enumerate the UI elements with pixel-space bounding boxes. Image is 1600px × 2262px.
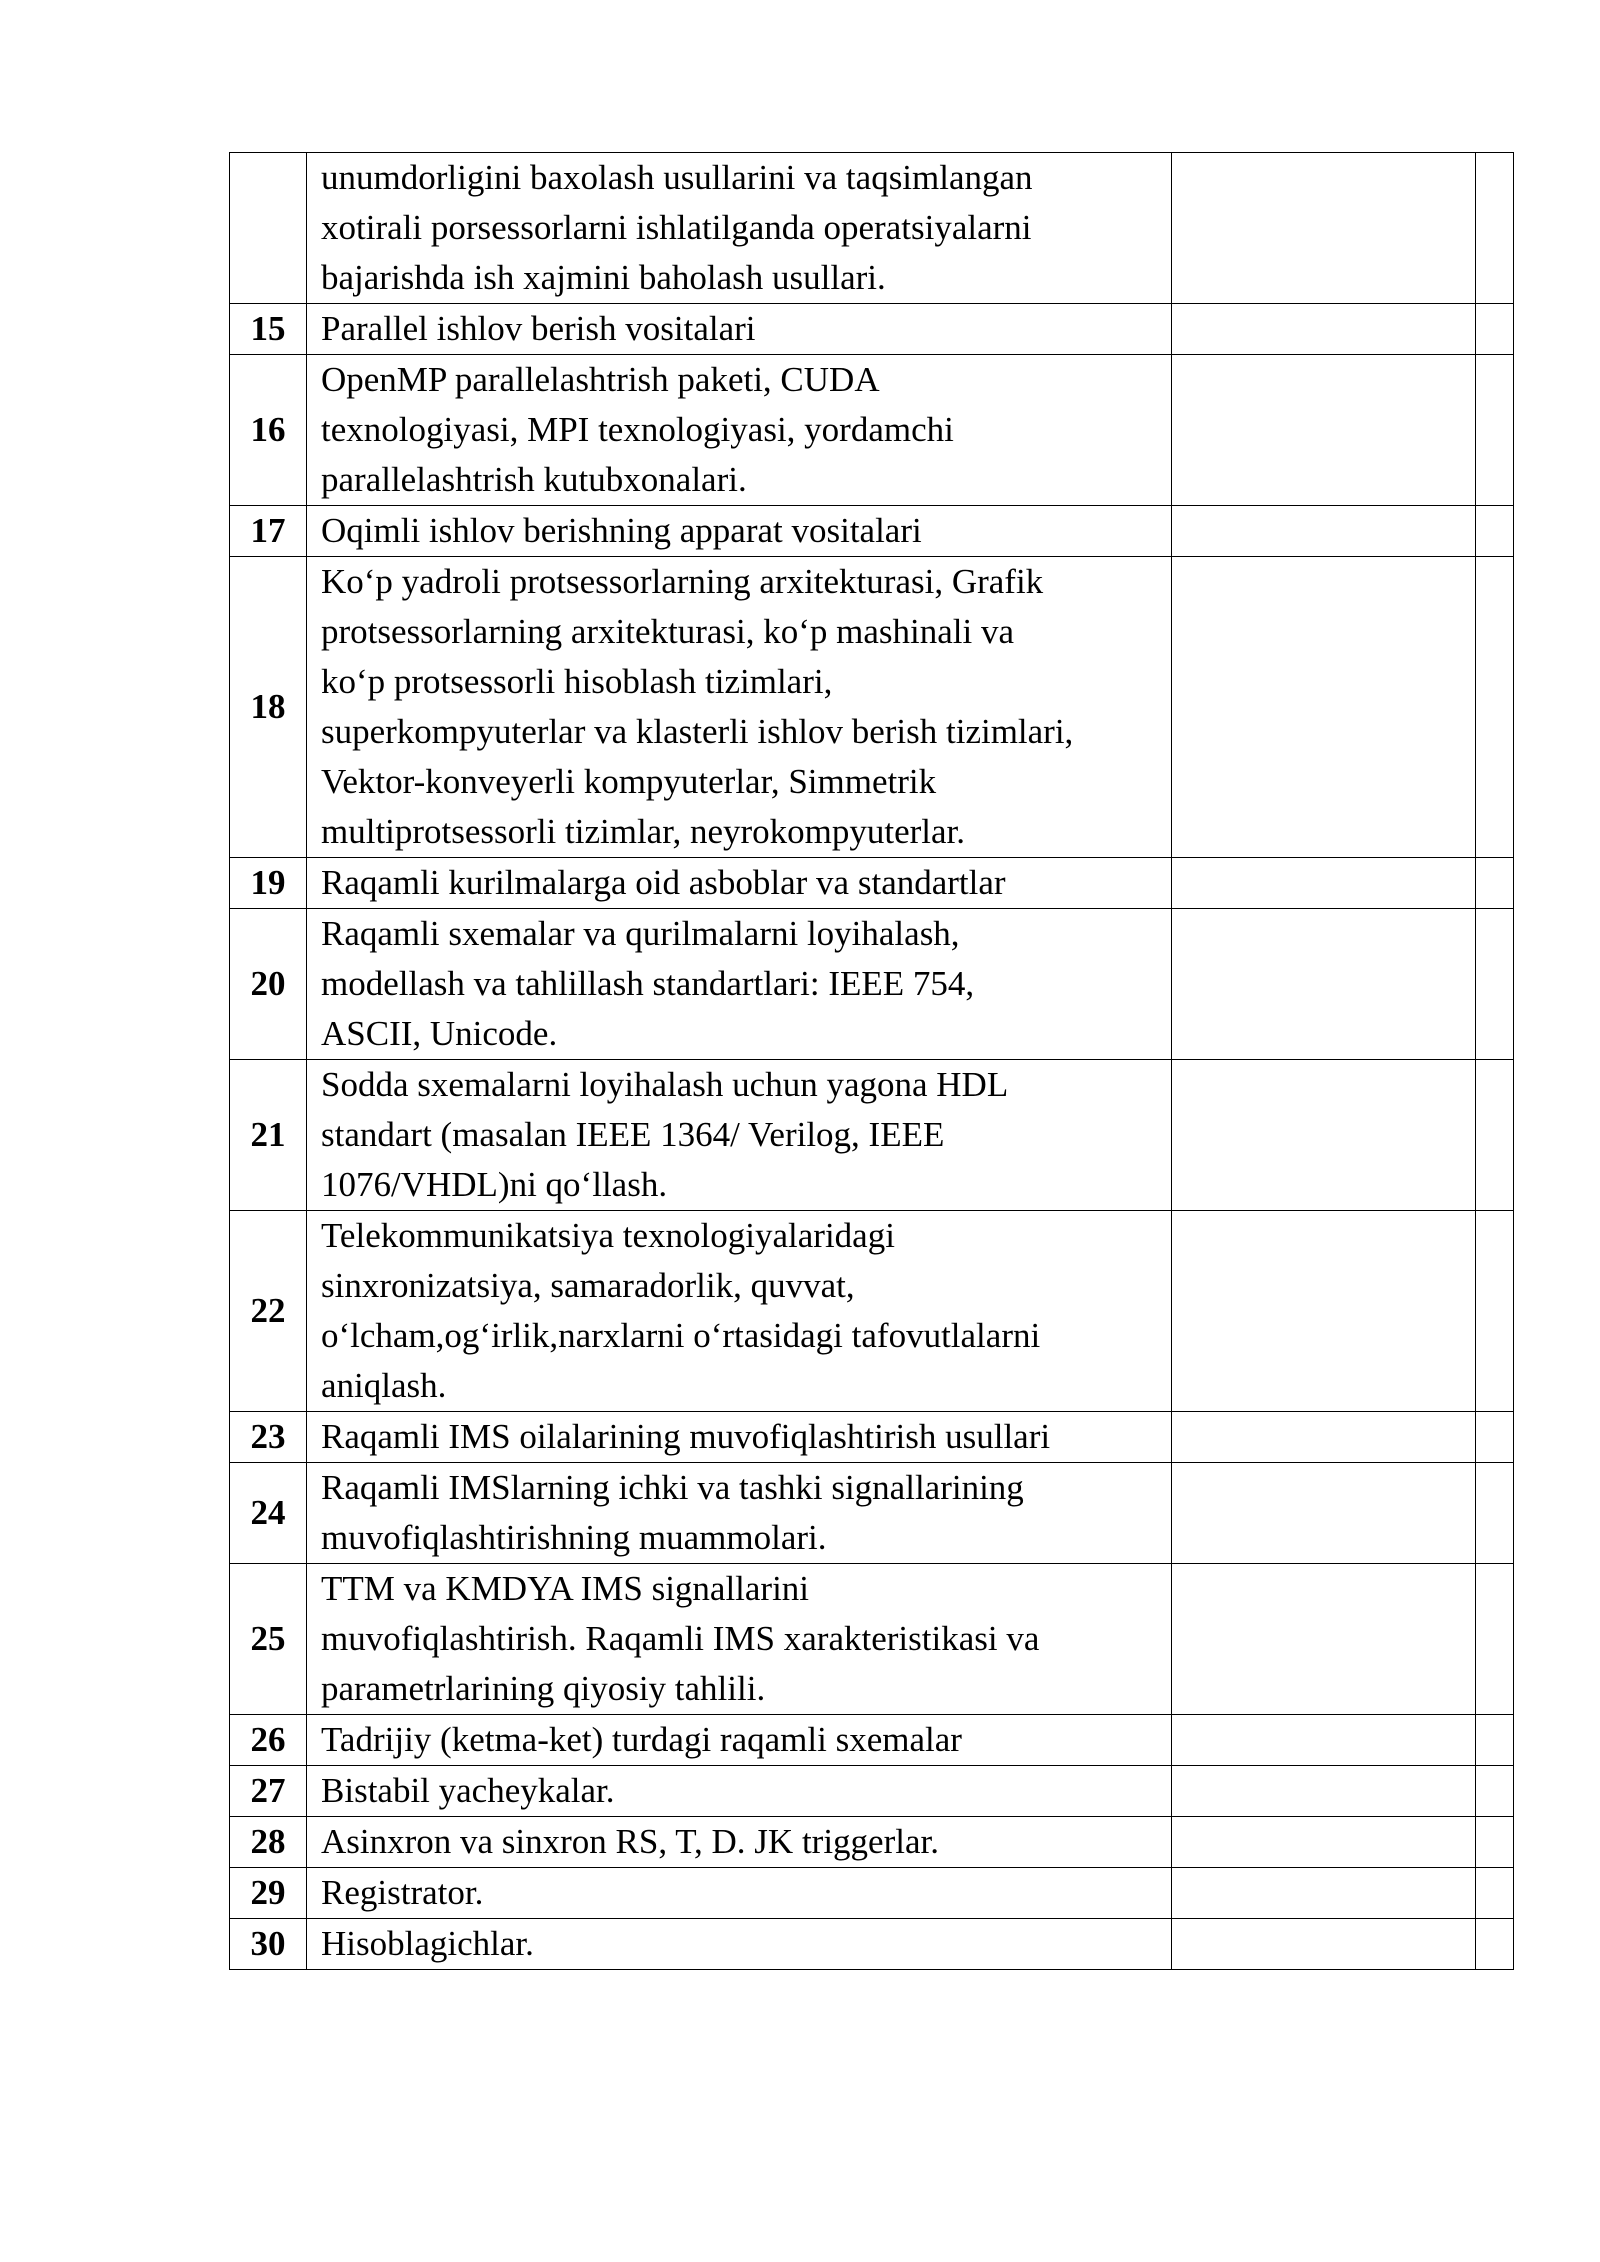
- table-row: [230, 355, 1514, 506]
- empty-cell: [1172, 858, 1476, 909]
- topic-text-line: muvofiqlashtirishning muammolari.: [321, 1518, 827, 1557]
- empty-cell: [1172, 557, 1476, 858]
- table-row: [230, 1817, 1514, 1868]
- row-number: 27: [230, 1766, 307, 1817]
- table-row: [230, 1463, 1514, 1564]
- row-number: 21: [230, 1060, 307, 1211]
- empty-cell-narrow: [1476, 858, 1514, 909]
- table-row: [230, 1766, 1514, 1817]
- topic-text-cell: [307, 304, 1172, 355]
- row-number: 25: [230, 1564, 307, 1715]
- empty-cell-narrow: [1476, 1463, 1514, 1564]
- empty-cell-narrow: [1476, 1817, 1514, 1868]
- row-number: [230, 153, 307, 304]
- table-row: [230, 153, 1514, 304]
- row-number: 26: [230, 1715, 307, 1766]
- topic-text-cell: [307, 909, 1172, 1060]
- empty-cell: [1172, 1919, 1476, 1970]
- topic-text-line: Registrator.: [321, 1873, 484, 1912]
- topic-text-cell: [307, 1868, 1172, 1919]
- row-number: 16: [230, 355, 307, 506]
- topic-text-line: OpenMP parallelashtrish paketi, CUDA: [321, 360, 880, 399]
- table-row: [230, 1715, 1514, 1766]
- table-row: [230, 909, 1514, 1060]
- empty-cell-narrow: [1476, 153, 1514, 304]
- topic-text-line: Bistabil yacheykalar.: [321, 1771, 615, 1810]
- topic-text-line: unumdorligini baxolash usullarini va taqsimlangan: [321, 158, 1033, 197]
- topic-text-cell: [307, 506, 1172, 557]
- topic-text-line: Vektor-konveyerli kompyuterlar, Simmetrik: [321, 762, 937, 801]
- empty-cell: [1172, 1868, 1476, 1919]
- topic-text-cell: [307, 153, 1172, 304]
- empty-cell: [1172, 1766, 1476, 1817]
- topic-text-line: multiprotsessorli tizimlar, neyrokompyuterlar.: [321, 812, 966, 851]
- table-row: [230, 1564, 1514, 1715]
- topic-text-cell: [307, 1817, 1172, 1868]
- empty-cell: [1172, 1211, 1476, 1412]
- topic-text-line: Oqimli ishlov berishning apparat vositalari: [321, 511, 922, 550]
- empty-cell-narrow: [1476, 1919, 1514, 1970]
- topic-text-cell: [307, 1412, 1172, 1463]
- topic-text-line: standart (masalan IEEE 1364/ Verilog, IEEE: [321, 1115, 945, 1154]
- row-number: 30: [230, 1919, 307, 1970]
- topic-text-line: parametrlarining qiyosiy tahlili.: [321, 1669, 766, 1708]
- topics-table-body: [230, 153, 1514, 1970]
- empty-cell-narrow: [1476, 1766, 1514, 1817]
- empty-cell-narrow: [1476, 1412, 1514, 1463]
- topic-text-line: ASCII, Unicode.: [321, 1014, 558, 1053]
- empty-cell: [1172, 909, 1476, 1060]
- row-number: 23: [230, 1412, 307, 1463]
- empty-cell: [1172, 506, 1476, 557]
- topic-text-line: Hisoblagichlar.: [321, 1924, 534, 1963]
- row-number: 15: [230, 304, 307, 355]
- topic-text-line: parallelashtrish kutubxonalari.: [321, 460, 747, 499]
- topic-text-line: Parallel ishlov berish vositalari: [321, 309, 756, 348]
- topic-text-cell: [307, 1211, 1172, 1412]
- table-row: [230, 1919, 1514, 1970]
- topic-text-cell: [307, 1564, 1172, 1715]
- empty-cell: [1172, 1463, 1476, 1564]
- empty-cell: [1172, 1564, 1476, 1715]
- topic-text-cell: [307, 1715, 1172, 1766]
- row-number: 28: [230, 1817, 307, 1868]
- empty-cell: [1172, 153, 1476, 304]
- row-number: 24: [230, 1463, 307, 1564]
- topic-text-line: Raqamli IMSlarning ichki va tashki signallarining: [321, 1468, 1024, 1507]
- topic-text-line: Raqamli sxemalar va qurilmalarni loyihalash,: [321, 914, 960, 953]
- empty-cell-narrow: [1476, 1060, 1514, 1211]
- empty-cell: [1172, 1060, 1476, 1211]
- row-number: 20: [230, 909, 307, 1060]
- row-number: 29: [230, 1868, 307, 1919]
- topic-text-line: modellash va tahlillash standartlari: IEEE 754,: [321, 964, 975, 1003]
- topic-text-line: Raqamli IMS oilalarining muvofiqlashtirish usullari: [321, 1417, 1051, 1456]
- topic-text-cell: [307, 557, 1172, 858]
- table-row: [230, 304, 1514, 355]
- topic-text-line: ko‘p protsessorli hisoblash tizimlari,: [321, 662, 833, 701]
- row-number: 19: [230, 858, 307, 909]
- topic-text-line: Raqamli kurilmalarga oid asboblar va standartlar: [321, 863, 1006, 902]
- topic-text-line: muvofiqlashtirish. Raqamli IMS xarakteristikasi va: [321, 1619, 1040, 1658]
- empty-cell-narrow: [1476, 1211, 1514, 1412]
- row-number: 22: [230, 1211, 307, 1412]
- topic-text-line: aniqlash.: [321, 1366, 447, 1405]
- table-row: [230, 557, 1514, 858]
- topic-text-line: superkompyuterlar va klasterli ishlov berish tizimlari,: [321, 712, 1074, 751]
- topic-text-line: o‘lcham,og‘irlik,narxlarni o‘rtasidagi tafovutlalarni: [321, 1316, 1041, 1355]
- topic-text-line: protsessorlarning arxitekturasi, ko‘p mashinali va: [321, 612, 1015, 651]
- empty-cell-narrow: [1476, 557, 1514, 858]
- empty-cell-narrow: [1476, 1868, 1514, 1919]
- empty-cell-narrow: [1476, 304, 1514, 355]
- table-row: [230, 1211, 1514, 1412]
- topic-text-line: 1076/VHDL)ni qo‘llash.: [321, 1165, 668, 1204]
- topic-text-line: Ko‘p yadroli protsessorlarning arxitekturasi, Grafik: [321, 562, 1044, 601]
- empty-cell-narrow: [1476, 1564, 1514, 1715]
- empty-cell-narrow: [1476, 506, 1514, 557]
- topic-text-line: Telekommunikatsiya texnologiyalaridagi: [321, 1216, 895, 1255]
- empty-cell: [1172, 1817, 1476, 1868]
- empty-cell-narrow: [1476, 1715, 1514, 1766]
- topic-text-line: Sodda sxemalarni loyihalash uchun yagona HDL: [321, 1065, 1009, 1104]
- empty-cell-narrow: [1476, 355, 1514, 506]
- table-row: [230, 1060, 1514, 1211]
- empty-cell: [1172, 355, 1476, 506]
- table-row: [230, 506, 1514, 557]
- empty-cell: [1172, 1412, 1476, 1463]
- topic-text-cell: [307, 1060, 1172, 1211]
- topic-text-cell: [307, 355, 1172, 506]
- row-number: 17: [230, 506, 307, 557]
- table-row: [230, 1412, 1514, 1463]
- row-number: 18: [230, 557, 307, 858]
- topic-text-line: sinxronizatsiya, samaradorlik, quvvat,: [321, 1266, 855, 1305]
- topic-text-line: Asinxron va sinxron RS, T, D. JK triggerlar.: [321, 1822, 939, 1861]
- topic-text-line: Tadrijiy (ketma-ket) turdagi raqamli sxemalar: [321, 1720, 962, 1759]
- topic-text-cell: [307, 1766, 1172, 1817]
- table-row: [230, 858, 1514, 909]
- empty-cell-narrow: [1476, 909, 1514, 1060]
- topic-text-cell: [307, 1919, 1172, 1970]
- topic-text-cell: [307, 1463, 1172, 1564]
- topic-text-cell: [307, 858, 1172, 909]
- topic-text-line: xotirali porsessorlarni ishlatilganda operatsiyalarni: [321, 208, 1032, 247]
- empty-cell: [1172, 304, 1476, 355]
- empty-cell: [1172, 1715, 1476, 1766]
- topics-table: [229, 152, 1514, 1970]
- topic-text-line: texnologiyasi, MPI texnologiyasi, yordamchi: [321, 410, 954, 449]
- table-row: [230, 1868, 1514, 1919]
- topic-text-line: TTM va KMDYA IMS signallarini: [321, 1569, 810, 1608]
- topic-text-line: bajarishda ish xajmini baholash usullari.: [321, 258, 886, 297]
